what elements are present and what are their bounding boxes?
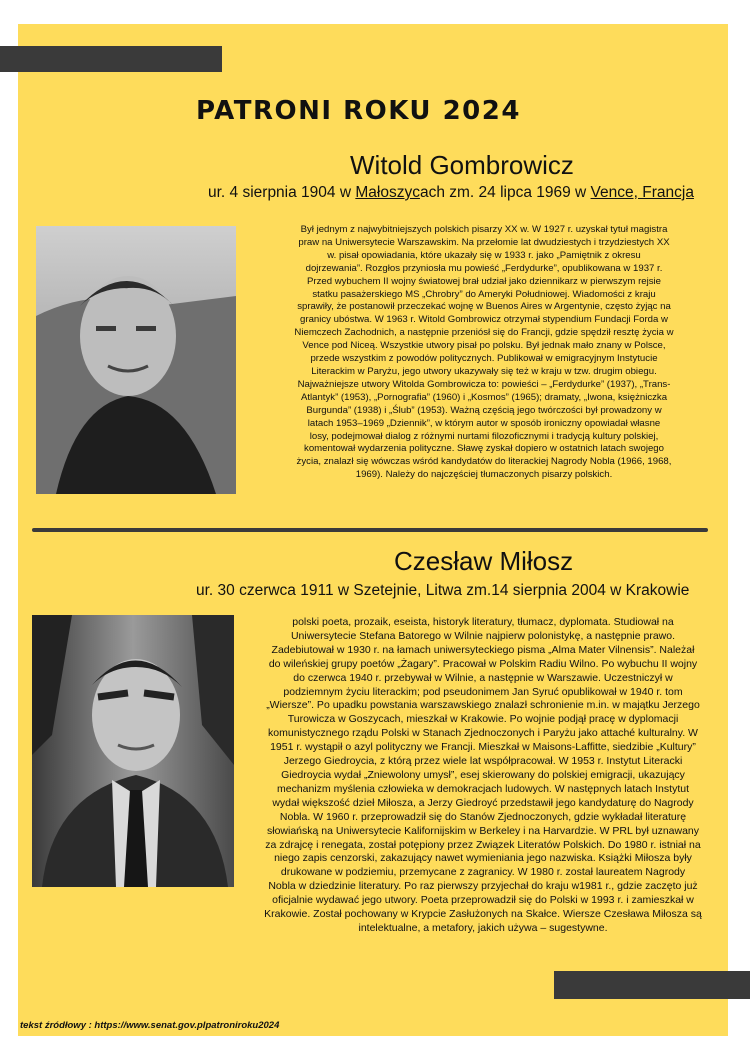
malszyce-link[interactable]: Małoszyc (355, 184, 420, 201)
bio-line: Literackim w Paryżu, jego utwory ukazywały się też w kraju w tzw. drugim obiegu. (311, 365, 657, 377)
bio-line: latach 1953–1969 „Dziennik”, w którym autor w sposób ironiczny opowiadał własne (307, 417, 661, 429)
bio-line: statku pasażerskiego MS „Chrobry” do Ameryki Południowej. Wiadomości z kraju (312, 288, 656, 300)
bio-line: 1951 r. wystąpił o azyl polityczny we Francji. Mieszkał w Maisons-Laffitte, siedzibie „Kultury” (270, 741, 696, 754)
bio-line: komunistycznego rządu Polski w Stanach Zjednoczonych i Paryżu jako attaché kulturalny. W (268, 727, 698, 740)
bio-line: Giedroycia wydał „Zniewolony umysł”, esej skierowany do polskiej emigracji, ukazujący (281, 768, 685, 781)
bio-line: Vence pod Niceą. Wszystkie utwory pisał po polsku. Był jednak mało znany w Polsce, (302, 340, 666, 352)
person2-name: Czesław Miłosz (394, 546, 574, 576)
bio-line: sprawiły, że postanowił przeczekać wojnę w Buenos Aires w Argentynie, często żyjąc na (297, 301, 671, 313)
person1-name: Witold Gombrowicz (350, 150, 574, 180)
bio-line: Nobla. W 1960 r. przeprowadził się do Stanów Zjednoczonych, gdzie wykładał literaturę (279, 810, 687, 823)
bio-line: 1969). Należy do najczęściej tłumaczonych pisarzy polskich. (355, 469, 613, 481)
bio-line: dojrzewania”. Rozgłos przyniosła mu powieść „Ferdydurke”, opublikowana w 1937 r. (305, 262, 663, 274)
bio-line: Niemczech Zachodnich, a następnie przeniósł się do Francji, gdzie spędził resztę życia w (294, 327, 674, 339)
bio-line: praw na Uniwersytecie Warszawskim. Na przełomie lat dwudziestych i trzydziestych XX (298, 236, 670, 248)
bio-line: losy, podejmował dialog z różnymi nurtami filozoficznymi i tradycją kultury polskiej, (309, 430, 659, 442)
bio-line: granicy ubóstwa. W 1963 r. Witold Gombrowicz otrzymał stypendium Fundacji Forda w (300, 314, 668, 326)
gombrowicz-portrait-image (36, 226, 236, 494)
decorative-bar-bottom (554, 971, 750, 999)
person2-dates: ur. 30 czerwca 1911 w Szetejnie, Litwa zm.14 sierpnia 2004 w Krakowie (196, 582, 690, 599)
decorative-bar-top (0, 46, 222, 72)
bio-line: Przed wybuchem II wojny światowej brał udział jako dziennikarz w pierwszym rejsie (306, 275, 662, 287)
bio-line: do wileńskiej grupy poetów „Żagary”. Pracował w Polskim Radiu Wilno. Po wybuchu II wojny (268, 657, 698, 670)
bio-line: Uniwersytecie Stefana Batorego w Wilnie najpierw polonistykę, a następnie prawo. (290, 629, 676, 642)
vence-link[interactable]: Vence, Francja (590, 184, 694, 201)
page-title: PATRONI ROKU 2024 (196, 96, 521, 126)
milosz-portrait-image (32, 615, 234, 887)
bio-line: oficjalnie wydawać jego utwory. Poeta przeprowadził się do Polski w 1993 r. i zamieszkał w (272, 894, 694, 907)
person1-dates-b: ach zm. 24 lipca 1969 w (419, 184, 591, 201)
bio-line: intelektualne, a metafory, jakich używa – sugestywne. (358, 921, 608, 934)
section-divider (32, 528, 708, 532)
bio-line: Był jednym z najwybitniejszych polskich pisarzy XX w. W 1927 r. uzyskał tytuł magistra (300, 224, 668, 235)
bio-line: komentował wydarzenia polityczne. Sławę zyskał dopiero w ostatnich latach swojego (304, 443, 664, 455)
bio-line: w. pisał opowiadania, które ukazały się w 1933 r. jako „Pamiętnik z okresu (327, 249, 641, 261)
bio-line: Atlantyk” (1953), „Pornografia” (1960) i „Kosmos” (1965); dramaty, „Iwona, księżniczka (300, 391, 668, 403)
bio-line: za zdrajcę i renegata, został potępiony przez Związek Literatów Polskich. Do 1980 r. istniał na (265, 838, 701, 851)
bio-line: do czerwca 1940 r. przebywał w Wilnie, a następnie w Warszawie. Uczestniczył w (293, 671, 673, 684)
person1-bio (244, 224, 724, 482)
bio-line: przede wszystkim z powodów politycznych. Publikował w emigracyjnym Instytucie (310, 353, 658, 365)
milosz-photo (32, 615, 234, 887)
bio-line: życia, znalazł się wówczas wśród kandydatów do literackiej Nagrody Nobla (1966, 1968, (296, 456, 672, 468)
bio-line: polski poeta, prozaik, eseista, historyk literatury, tłumacz, dyplomata. Studiował na (292, 616, 674, 628)
bio-line: Jerzego Giedroycia, z którą przez wiele lat współpracował. W 1953 r. Instytut Literacki (283, 755, 683, 768)
bio-line: Krakowie. Został pochowany w Krypcie Zasłużonych na Skałce. Wiersze Czesława Miłosza są (264, 908, 702, 921)
bio-line: wydał większość dzieł Miłosza, a Jerzy Giedroyć przedstawił jego kandydaturę do Nagrody (272, 796, 694, 809)
bio-line: mechanizm myślenia człowieka w demokracjach ludowych. W następnych latach Instytut (276, 782, 689, 795)
bio-line: „Wiersze”. Po upadku powstania warszawskiego znalazł schronienie m.in. w majątku Jerzego (266, 699, 700, 712)
bio-line: drukowane w podziemiu, przemycane z zagranicy. W 1980 r. został laureatem Nagrody (280, 866, 686, 879)
bio-line: Zadebiutował w 1930 r. na łamach uniwersyteckiego pisma „Alma Mater Vilnensis”. Należał (271, 643, 695, 656)
person2-bio (240, 616, 726, 936)
bio-line: podziemnym życiu literackim; pod pseudonimem Jan Syruć opublikował w 1940 r. tom (283, 685, 683, 698)
source-footer: tekst źródłowy : https://www.senat.gov.plpatroniroku2024 (20, 1020, 280, 1031)
bio-line: niego zapis cenzorski, zakazujący nawet wymieniania jego nazwiska. Książki Miłosza były (274, 852, 692, 865)
person1-dates-a: ur. 4 sierpnia 1904 w (208, 184, 356, 201)
gombrowicz-photo (36, 226, 236, 494)
bio-line: słowiańską na Uniwersytecie Kalifornijskim w Berkeley i na Harvardzie. W PRL był uznawany (266, 824, 700, 837)
bio-line: Najważniejsze utwory Witolda Gombrowicza to: powieści – „Ferdydurke” (1937), „Trans- (297, 378, 671, 390)
bio-line: Nobla w dziedzinie literatury. Po raz pierwszy przyjechał do kraju w1981 r., gdzie zaczęto już (268, 880, 698, 893)
person1-dates (208, 184, 694, 202)
bio-line: Burgunda” (1938) i „Ślub” (1953). Ważną częścią jego twórczości był prowadzony w (306, 404, 662, 416)
bio-line: Turowicza w Goszycach, mieszkał w Krakowie. Po wojnie podjął pracę w dyplomacji (287, 713, 679, 726)
